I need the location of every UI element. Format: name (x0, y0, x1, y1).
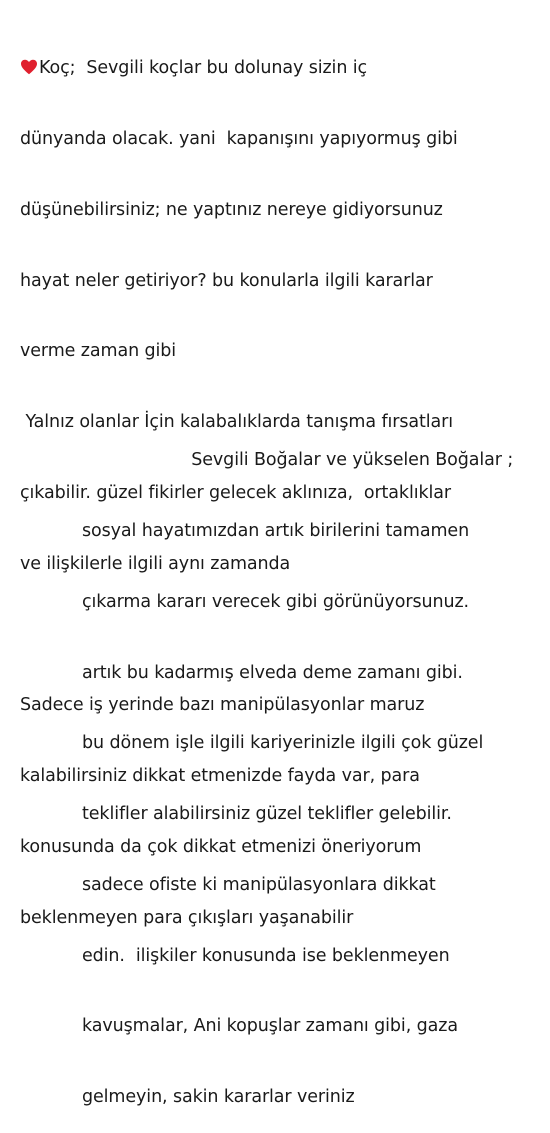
heart-icon (20, 59, 38, 75)
taurus-line-10: gelmeyin, sakin kararlar veriniz (82, 1087, 355, 1108)
taurus-heading: Sevgili Boğalar ve yükselen Boğalar ; (82, 450, 514, 471)
taurus-line-6: teklifler alabilirsiniz güzel teklifler gelebilir. (82, 804, 452, 825)
taurus-line-7: sadece ofiste ki manipülasyonlara dikkat (82, 874, 436, 895)
taurus-section (82, 402, 513, 1133)
aries-line-3: düşünebilirsiniz; ne yaptınız nereye gidiyorsunuz (20, 199, 443, 220)
aries-line-4: hayat neler getiriyor? bu konularla ilgili kararlar (20, 270, 433, 291)
taurus-line-4: artık bu kadarmış elveda deme zamanı gibi. (82, 662, 463, 683)
aries-line-text: Koç; Sevgili koçlar bu dolunay sizin iç (39, 58, 368, 79)
aries-line-13: beklenmeyen para çıkışları yaşanabilir (20, 907, 354, 928)
aries-line-5: verme zaman gibi (20, 341, 177, 362)
aries-line-2: dünyanda olacak. yani kapanışını yapıyormuş gibi (20, 128, 458, 149)
aries-line-11: kalabilirsiniz dikkat etmenizde fayda var, para (20, 766, 420, 786)
aries-line-10: Sadece iş yerinde bazı manipülasyonlar maruz (20, 695, 425, 716)
aries-line-6: Yalnız olanlar İçin kalabalıklarda tanışma fırsatları (20, 412, 454, 433)
aries-line-12: konusunda da çok dikkat etmenizi öneriyorum (20, 836, 422, 857)
aries-line-1 (20, 57, 458, 81)
taurus-line-5: bu dönem işle ilgili kariyerinizle ilgili çok güzel (82, 733, 484, 754)
aries-line-8: ve ilişkilerle ilgili aynı zamanda (20, 553, 291, 574)
taurus-line-3: çıkarma kararı verecek gibi görünüyorsunuz. (82, 591, 470, 612)
taurus-line-8: edin. ilişkiler konusunda ise beklenmeyen (82, 945, 450, 966)
taurus-line-9: kavuşmalar, Ani kopuşlar zamanı gibi, gaza (82, 1016, 458, 1037)
aries-line-7: çıkabilir. güzel fikirler gelecek aklınıza, ortaklıklar (20, 482, 452, 503)
taurus-line-2: sosyal hayatımızdan artık birilerini tamamen (82, 520, 470, 541)
